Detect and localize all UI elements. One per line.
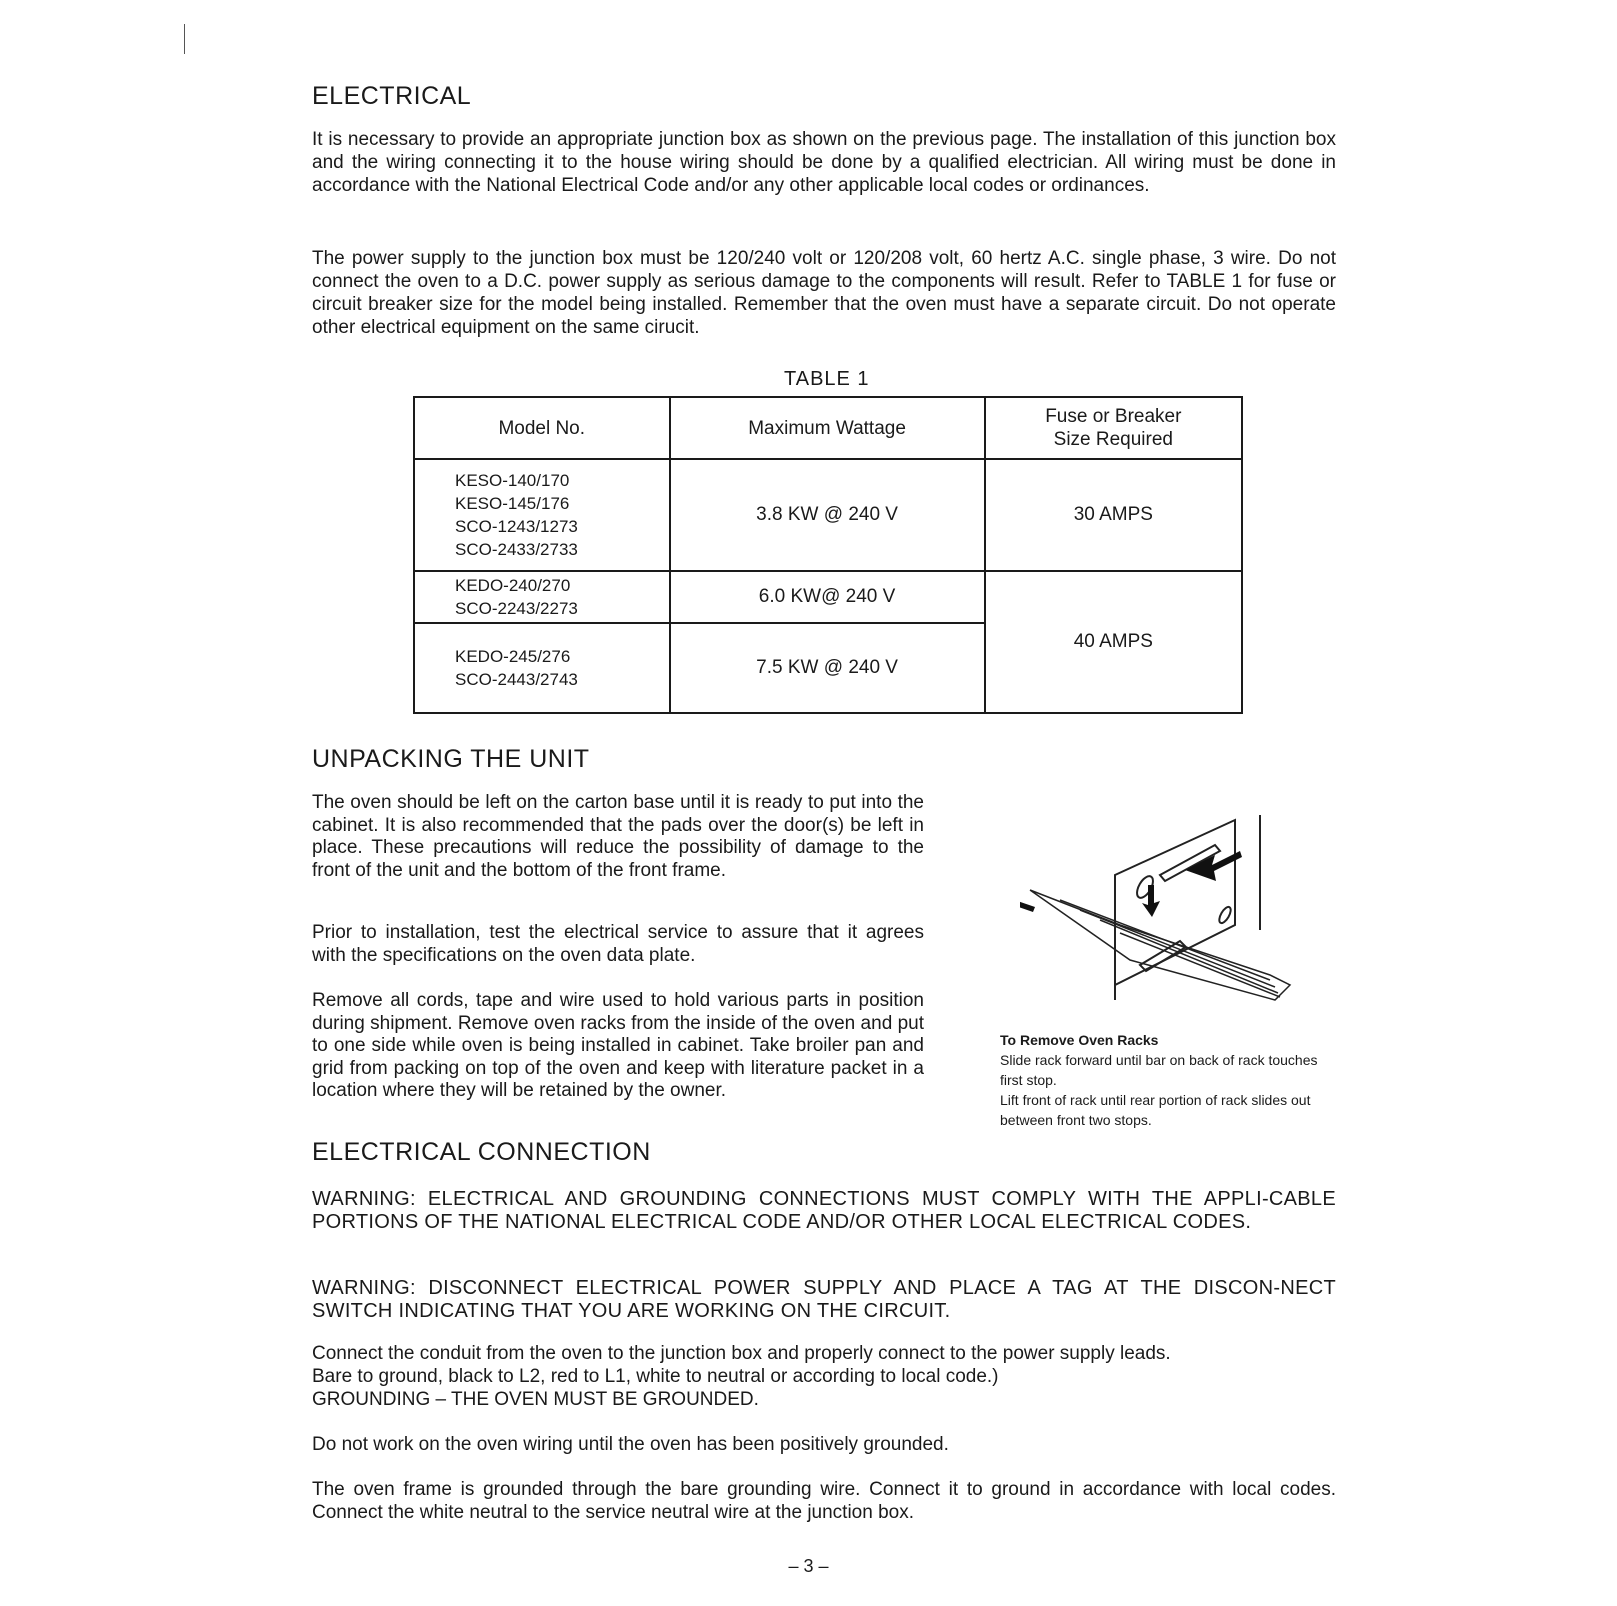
warning-1: WARNING: ELECTRICAL AND GROUNDING CONNECTIONS MUST COMPLY WITH THE APPLI-CABLE PORTIONS OF THE NATIONAL ELECTRICAL CODE AND/OR OTHER LOCAL ELECTRICAL CODES. [312, 1188, 1336, 1233]
rack-wire [1080, 910, 1275, 987]
electrical-paragraph-1: It is necessary to provide an appropriate junction box as shown on the previous page. The installation of this junction box and the wiring connecting it to the house wiring should be done by a qualified electrician. All wiring must be done in accordance with the National Electrical Code and/or any other applicable local codes or ordinances. [312, 129, 1336, 196]
fuse-cell: 30 AMPS [985, 459, 1242, 571]
table-row [414, 571, 1242, 623]
caption-title: To Remove Oven Racks [1000, 1032, 1159, 1048]
model-number: KEDO-240/270 [455, 576, 571, 595]
model-cell [414, 459, 670, 571]
fuse-cell: 40 AMPS [985, 571, 1242, 713]
figure-caption [1000, 1030, 1340, 1130]
connection-line-2: Bare to ground, black to L2, red to L1, white to neutral or according to local code.) [312, 1366, 999, 1387]
connection-paragraph-1 [312, 1342, 1336, 1411]
section-heading-electrical: ELECTRICAL [312, 82, 472, 110]
oven-rack-illustration [1020, 815, 1320, 1025]
rack-stop-slot [1217, 905, 1233, 925]
connection-line-1: Connect the conduit from the oven to the junction box and properly connect to the power supply leads. [312, 1343, 1171, 1364]
wattage-cell: 7.5 KW @ 240 V [670, 623, 985, 713]
unpacking-paragraph-2: Prior to installation, test the electrical service to assure that it agrees with the specifications on the oven data plate. [312, 922, 924, 966]
unpacking-paragraph-1: The oven should be left on the carton base until it is ready to put into the cabinet. It is also recommended that the pads over the door(s) be left in place. These precautions will reduce the possibility of damage to the front of the unit and the bottom of the front frame. [312, 792, 924, 881]
connection-paragraph-3: The oven frame is grounded through the bare grounding wire. Connect it to ground in accordance with local codes. Connect the white neutral to the service neutral wire at the junction box. [312, 1479, 1336, 1523]
section-heading-unpacking: UNPACKING THE UNIT [312, 745, 590, 773]
connection-paragraph-2: Do not work on the oven wiring until the oven has been positively grounded. [312, 1434, 949, 1455]
model-number: SCO-2433/2733 [455, 540, 578, 559]
header-fuse-line2: Size Required [1053, 429, 1173, 450]
model-cell [414, 571, 670, 623]
header-fuse [985, 397, 1242, 459]
warning-2: WARNING: DISCONNECT ELECTRICAL POWER SUPPLY AND PLACE A TAG AT THE DISCON-NECT SWITCH INDICATING THAT YOU ARE WORKING ON THE CIRCUIT. [312, 1277, 1336, 1322]
table-row [414, 459, 1242, 571]
electrical-paragraph-2: The power supply to the junction box must be 120/240 volt or 120/208 volt, 60 hertz A.C. single phase, 3 wire. Do not connect the oven to a D.C. power supply as serious damage to the components will result. Refer to TABLE 1 for fuse or circuit breaker size for the model being installed. Remember that the oven must have a separate circuit. Do not operate other electrical equipment on the same cirucit. [312, 248, 1336, 338]
caption-line-1: Slide rack forward until bar on back of rack touches first stop. [1000, 1052, 1318, 1088]
model-number: KEDO-245/276 [455, 647, 571, 666]
model-number: SCO-2443/2743 [455, 670, 578, 689]
margin-mark [184, 24, 185, 54]
unpacking-paragraph-3: Remove all cords, tape and wire used to hold various parts in position during shipment. Remove oven racks from the inside of the oven and put to one side while oven is being installed in cabinet. Take broiler pan and grid from packing on top of the oven and keep with literature packet in a location where they will be retained by the owner. [312, 990, 924, 1101]
table-header-row [414, 397, 1242, 459]
model-cell [414, 623, 670, 713]
section-heading-connection: ELECTRICAL CONNECTION [312, 1138, 651, 1166]
lift-down-arrow-icon [1142, 885, 1160, 917]
wattage-cell: 3.8 KW @ 240 V [670, 459, 985, 571]
rack-wire [1100, 920, 1278, 993]
fuse-table [413, 396, 1243, 714]
connection-line-3: GROUNDING – THE OVEN MUST BE GROUNDED. [312, 1389, 759, 1410]
model-number: KESO-140/170 [455, 471, 570, 490]
model-number: KESO-145/176 [455, 494, 570, 513]
model-number: SCO-1243/1273 [455, 517, 578, 536]
page-number: – 3 – [788, 1556, 829, 1576]
caption-line-2: Lift front of rack until rear portion of rack slides out between front two stops. [1000, 1092, 1311, 1128]
pull-out-arrow-icon [1020, 895, 1035, 912]
header-fuse-line1: Fuse or Breaker [1045, 406, 1182, 427]
rack-wire [1060, 900, 1270, 980]
model-number: SCO-2243/2273 [455, 599, 578, 618]
header-model: Model No. [414, 397, 670, 459]
wattage-cell: 6.0 KW@ 240 V [670, 571, 985, 623]
header-wattage: Maximum Wattage [670, 397, 985, 459]
table-title: TABLE 1 [784, 368, 870, 390]
